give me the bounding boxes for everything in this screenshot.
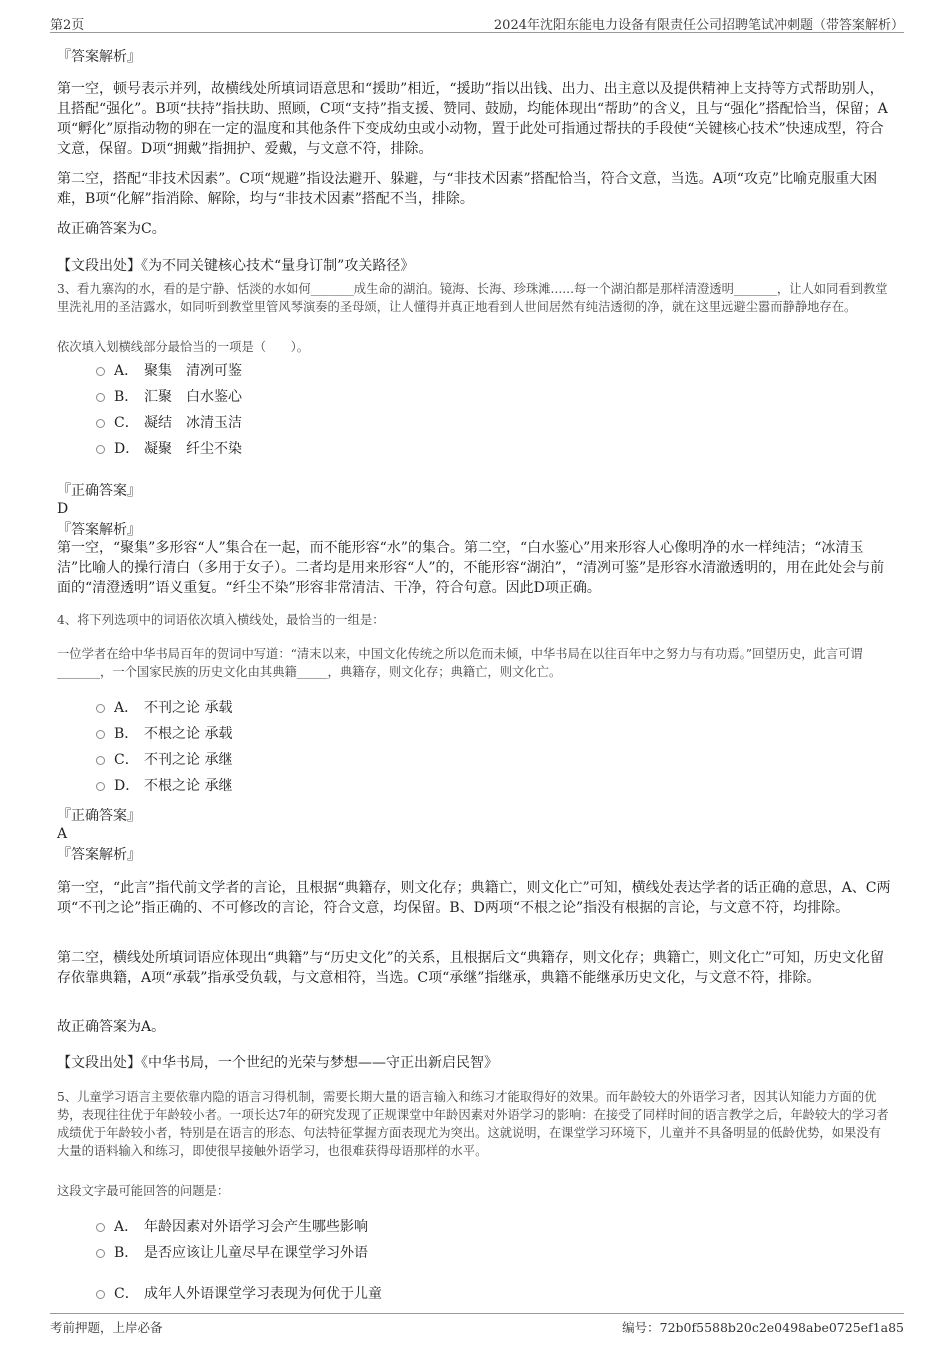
option-c[interactable]: C． 凝结 冰清玉洁 (96, 413, 242, 433)
answer-analysis-label: 『答案解析』 (57, 49, 141, 65)
page-number: 第2页 (50, 18, 85, 33)
radio-button[interactable] (96, 445, 105, 454)
final-answer: 故正确答案为C。 (57, 221, 166, 237)
question-stem: 4、将下列选项中的词语依次填入横线处，最恰当的一组是： (57, 613, 385, 627)
answer-analysis-label: 『答案解析』 (57, 847, 141, 863)
radio-button[interactable] (96, 419, 105, 428)
radio-button[interactable] (96, 782, 105, 791)
option-b[interactable]: B． 汇聚 白水鉴心 (96, 387, 242, 407)
correct-answer-label: 『正确答案』 (57, 483, 141, 499)
radio-button[interactable] (96, 1249, 105, 1258)
question-stem: 3、看九寨沟的水，看的是宁静、恬淡的水如何_______成生命的湖泊。镜海、长海、珍珠滩......每一个湖泊都是那样清澄透明_______，让人如同看到教堂里洗礼用的圣洁露水，如同听到教堂里管风琴演奏的圣母颂，让人懂得并真正地看到人世间居然有纯洁透彻的净，就在这里远避尘嚣而静静地存在。 (57, 282, 888, 314)
final-answer: 故正确答案为A。 (57, 1019, 166, 1035)
document-id: 编号：72b0f5588b20c2e0498abe0725ef1a85 (622, 1320, 904, 1335)
radio-button[interactable] (96, 1290, 105, 1299)
radio-button[interactable] (96, 367, 105, 376)
analysis-paragraph: 第一空，“此言”指代前文学者的言论，且根据“典籍存，则文化存；典籍亡，则文化亡”可知，横线处表达学者的话正确的意思，A、C两项“不刊之论”指正确的、不可修改的言论，符合文意，均保留。B、D两项“不根之论”指没有根据的言论，与文意不符，均排除。 (57, 880, 891, 916)
option-a[interactable]: A． 聚集 清冽可鉴 (96, 361, 242, 381)
analysis-paragraph: 第一空，顿号表示并列，故横线处所填词语意思和“援助”相近，“援助”指以出钱、出力、出主意以及提供精神上支持等方式帮助别人，且搭配“强化”。B项“扶持”指扶助、照顾，C项“支持”指支援、赞同、鼓励，均能体现出“帮助”的含义，且与“强化”搭配恰当，保留；A项“孵化”原指动物的卵在一定的温度和其他条件下变成幼虫或小动物，置于此处可指通过帮扶的手段使“关键核心技术”快速成型，符合文意，保留。D项“拥戴”指拥护、爱戴，与文意不符，排除。 (57, 81, 888, 157)
option-c[interactable]: C． 不刊之论 承继 (96, 750, 232, 770)
radio-button[interactable] (96, 1223, 105, 1232)
radio-button[interactable] (96, 704, 105, 713)
correct-answer-label: 『正确答案』 (57, 808, 141, 824)
document-title: 2024年沈阳东能电力设备有限责任公司招聘笔试冲刺题（带答案解析） (493, 18, 904, 33)
question-prompt: 依次填入划横线部分最恰当的一项是（ ）。 (57, 340, 310, 354)
option-b[interactable]: B． 是否应该让儿童尽早在课堂学习外语 (96, 1243, 368, 1263)
answer-analysis-label: 『答案解析』 (57, 522, 141, 538)
correct-answer: D (57, 501, 69, 517)
correct-answer: A (57, 826, 68, 842)
footer-slogan: 考前押题，上岸必备 (50, 1320, 163, 1335)
question-passage: 一位学者在给中华书局百年的贺词中写道：“清末以来，中国文化传统之所以危而未倾，中华书局在以往百年中之努力与有功焉。”回望历史，此言可谓_______，一个国家民族的历史文化由其典籍_____，典籍存，则文化存；典籍亡，则文化亡。 (57, 647, 863, 679)
option-d[interactable]: D． 凝聚 纤尘不染 (96, 439, 242, 459)
option-a[interactable]: A． 年龄因素对外语学习会产生哪些影响 (96, 1217, 368, 1237)
source-citation: 【文段出处】《中华书局，一个世纪的光荣与梦想——守正出新启民智》 (57, 1055, 498, 1071)
page-footer (50, 1313, 904, 1336)
page-header (50, 10, 904, 33)
option-d[interactable]: D． 不根之论 承继 (96, 776, 232, 796)
radio-button[interactable] (96, 393, 105, 402)
analysis-paragraph: 第二空，搭配“非技术因素”。C项“规避”指设法避开、躲避，与“非技术因素”搭配恰当，符合文意，当选。A项“攻克”比喻克服重大困难，B项“化解”指消除、解除，均与“非技术因素”搭配不当，排除。 (57, 171, 878, 207)
question-stem: 5、儿童学习语言主要依靠内隐的语言习得机制，需要长期大量的语言输入和练习才能取得好的效果。而年龄较大的外语学习者，因其认知能力方面的优势，表现往往优于年龄较小者。一项长达7年的研究发现了正规课堂中年龄因素对外语学习的影响：在接受了同样时间的语言教学之后，年龄较大的学习者成绩优于年龄较小者，特别是在语言的形态、句法特征掌握方面表现尤为突出。这就说明，在课堂学习环境下，儿童并不具备明显的低龄优势，如果没有大量的语料输入和练习，即使很早接触外语学习，也很难获得母语那样的水平。 (57, 1090, 889, 1158)
analysis-paragraph: 第一空，“聚集”多形容“人”集合在一起，而不能形容“水”的集合。第二空，“白水鉴心”用来形容人心像明净的水一样纯洁；“冰清玉洁”比喻人的操行清白（多用于女子）。二者均是用来形容“人”的，不能形容“湖泊”，“清冽可鉴”是形容水清澈透明的，用在此处会与前面的“清澄透明”语义重复。“纤尘不染”形容非常清洁、干净，符合句意。因此D项正确。 (57, 540, 885, 596)
option-a[interactable]: A． 不刊之论 承载 (96, 698, 232, 718)
source-citation: 【文段出处】《为不同关键核心技术“量身订制”攻关路径》 (57, 258, 415, 274)
radio-button[interactable] (96, 730, 105, 739)
option-c[interactable]: C． 成年人外语课堂学习表现为何优于儿童 (96, 1284, 382, 1304)
question-prompt: 这段文字最可能回答的问题是： (57, 1184, 230, 1198)
option-b[interactable]: B． 不根之论 承载 (96, 724, 232, 744)
radio-button[interactable] (96, 756, 105, 765)
analysis-paragraph: 第二空，横线处所填词语应体现出“典籍”与“历史文化”的关系，且根据后文“典籍存，则文化存；典籍亡，则文化亡”可知，历史文化留存依靠典籍，A项“承载”指承受负载，与文意相符，当选。C项“承继”指继承，典籍不能继承历史文化，与文意不符，排除。 (57, 950, 884, 986)
